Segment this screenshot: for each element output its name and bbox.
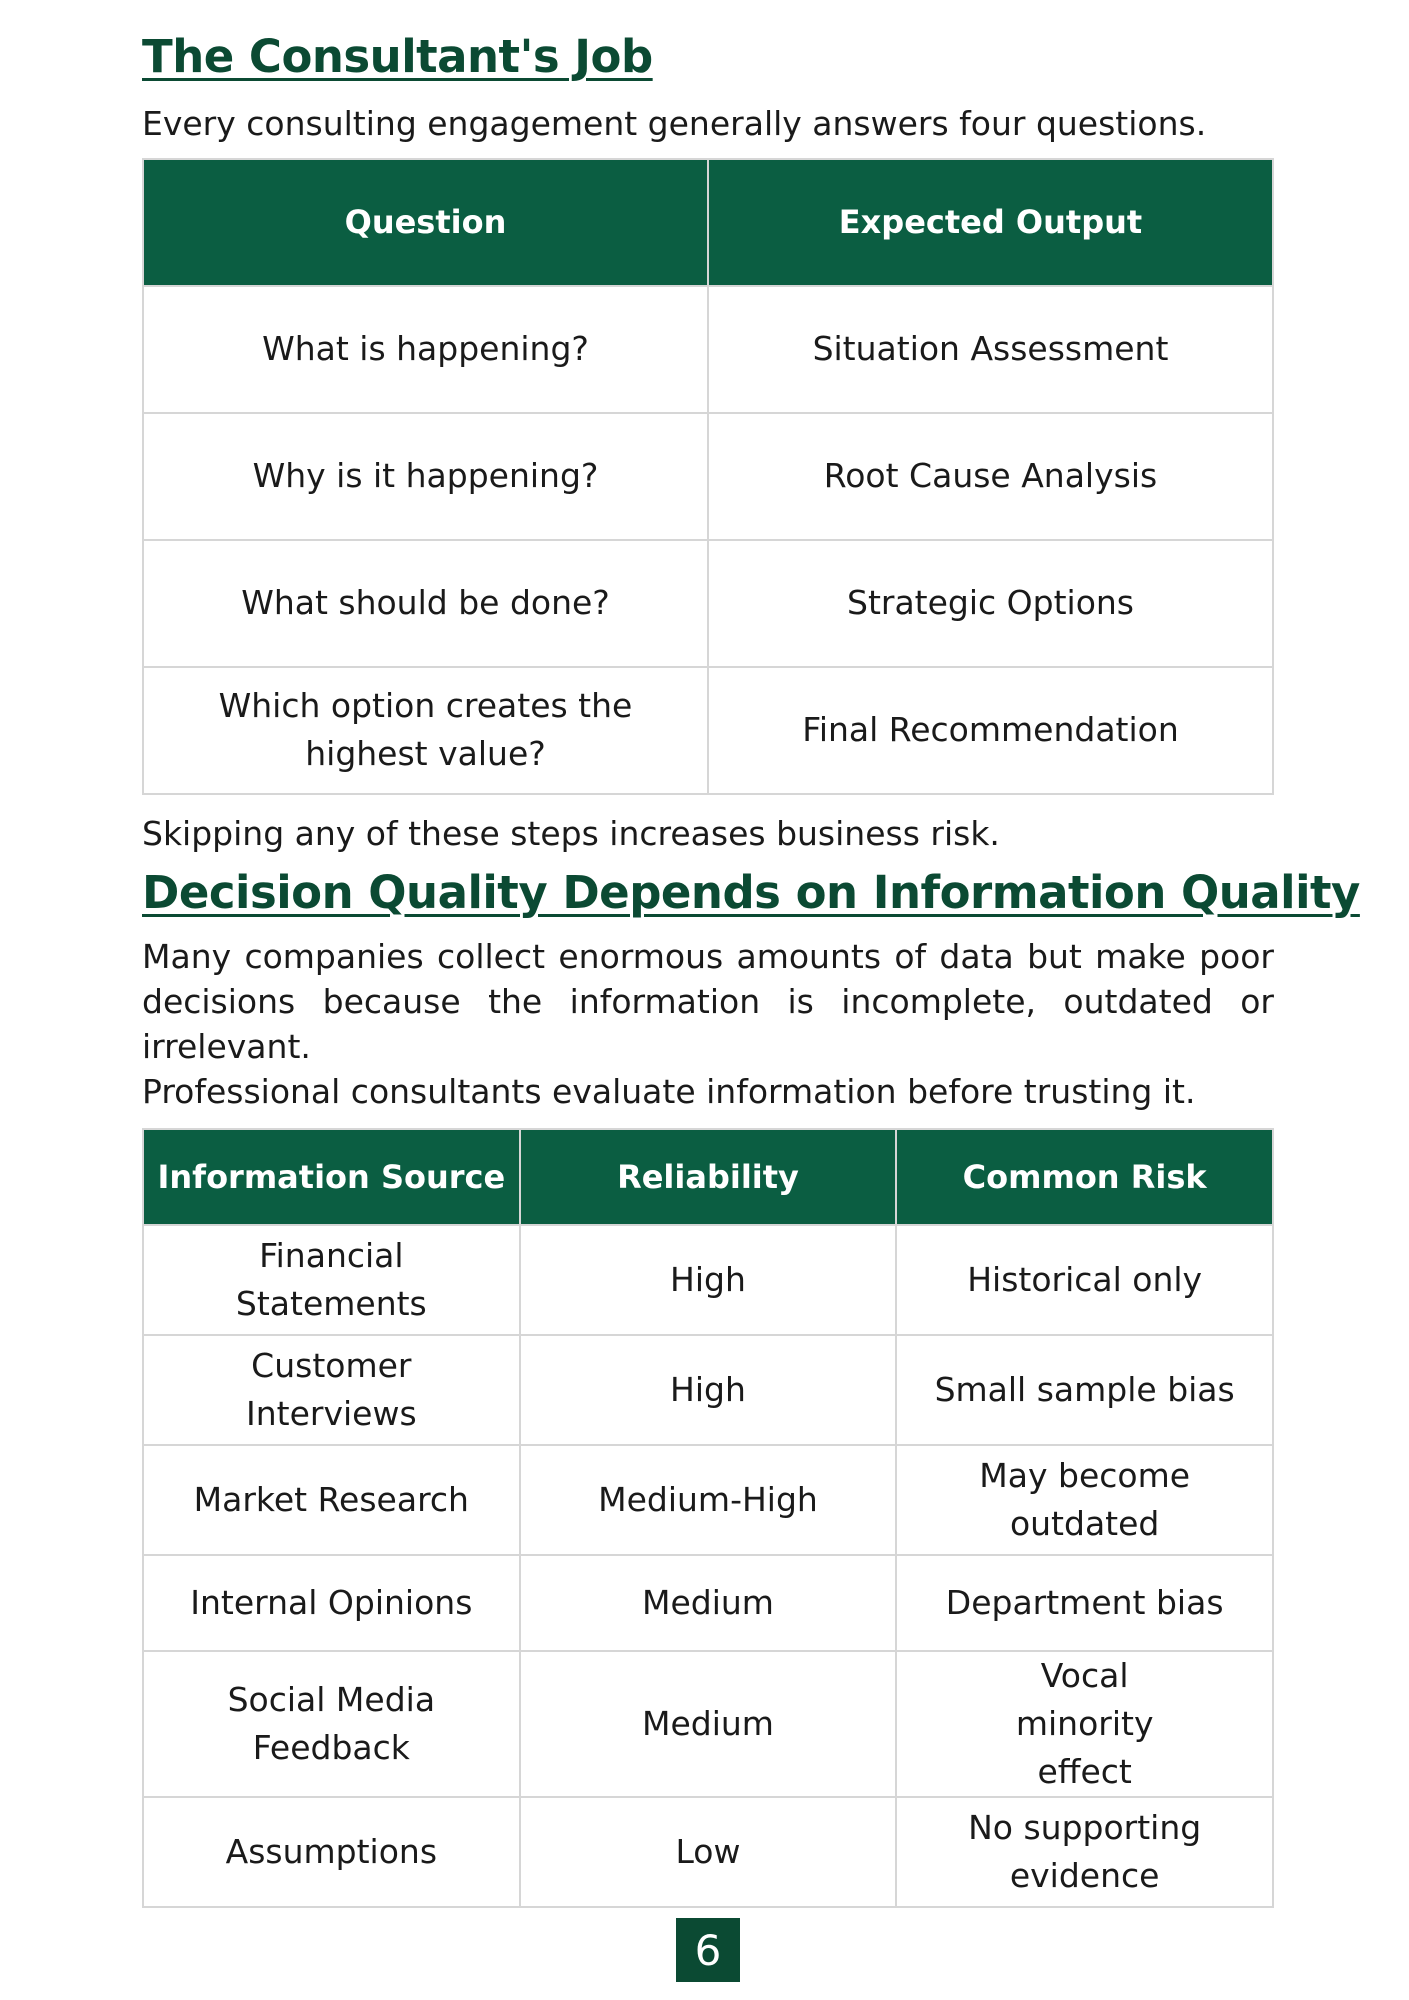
table-row (143, 286, 1273, 413)
column-header: Question (143, 159, 708, 286)
table-row (143, 1445, 1273, 1555)
column-header: Information Source (143, 1129, 520, 1225)
table-cell: Root Cause Analysis (708, 413, 1273, 540)
table-cell: High (520, 1225, 897, 1335)
table-cell: What should be done? (143, 540, 708, 667)
page-content (142, 28, 1360, 1908)
body-paragraph: Many companies collect enormous amounts of data but make poor decisions because the information is incomplete, outdated or irrelevant. (142, 937, 1274, 1066)
table-cell: Final Recommendation (708, 667, 1273, 794)
section-heading-decision-quality: Decision Quality Depends on Information Quality (142, 865, 1360, 919)
table-cell: Low (520, 1797, 897, 1907)
table-cell: Customer Interviews (143, 1335, 520, 1445)
outro-paragraph: Skipping any of these steps increases business risk. (142, 813, 1000, 853)
table-cell: No supporting evidence (896, 1797, 1273, 1907)
section-heading-consultants-job: The Consultant's Job (142, 30, 653, 83)
table-row (143, 1225, 1273, 1335)
table-cell: Situation Assessment (708, 286, 1273, 413)
table-row (143, 540, 1273, 667)
column-header: Reliability (520, 1129, 897, 1225)
table-cell: May become outdated (896, 1445, 1273, 1555)
intro-paragraph: Every consulting engagement generally answers four questions. (142, 103, 1207, 143)
table-cell: Which option creates the highest value? (143, 667, 708, 794)
table-cell: Social Media Feedback (143, 1651, 520, 1797)
table-row (143, 1651, 1273, 1797)
table-row (143, 667, 1273, 794)
table-header-row (143, 1129, 1273, 1225)
table-cell: Financial Statements (143, 1225, 520, 1335)
table-cell: Department bias (896, 1555, 1273, 1651)
table-header-row (143, 159, 1273, 286)
table-cell: Why is it happening? (143, 413, 708, 540)
table-cell: Market Research (143, 1445, 520, 1555)
table-row (143, 1797, 1273, 1907)
table-cell: Assumptions (143, 1797, 520, 1907)
table-row (143, 1335, 1273, 1445)
column-header: Common Risk (896, 1129, 1273, 1225)
body-paragraph: Professional consultants evaluate information before trusting it. (142, 1072, 1196, 1111)
column-header: Expected Output (708, 159, 1273, 286)
table-cell: Medium (520, 1555, 897, 1651)
table-cell: High (520, 1335, 897, 1445)
page-number-badge: 6 (676, 1918, 740, 1982)
table-row (143, 413, 1273, 540)
table-cell: Historical only (896, 1225, 1273, 1335)
questions-table (142, 158, 1274, 795)
table-row (143, 1555, 1273, 1651)
information-sources-table (142, 1128, 1274, 1908)
table-cell: Small sample bias (896, 1335, 1273, 1445)
table-cell: Vocal minority effect (896, 1651, 1273, 1797)
table-cell: Internal Opinions (143, 1555, 520, 1651)
table-cell: Medium-High (520, 1445, 897, 1555)
table-cell: What is happening? (143, 286, 708, 413)
table-cell: Medium (520, 1651, 897, 1797)
table-cell: Strategic Options (708, 540, 1273, 667)
